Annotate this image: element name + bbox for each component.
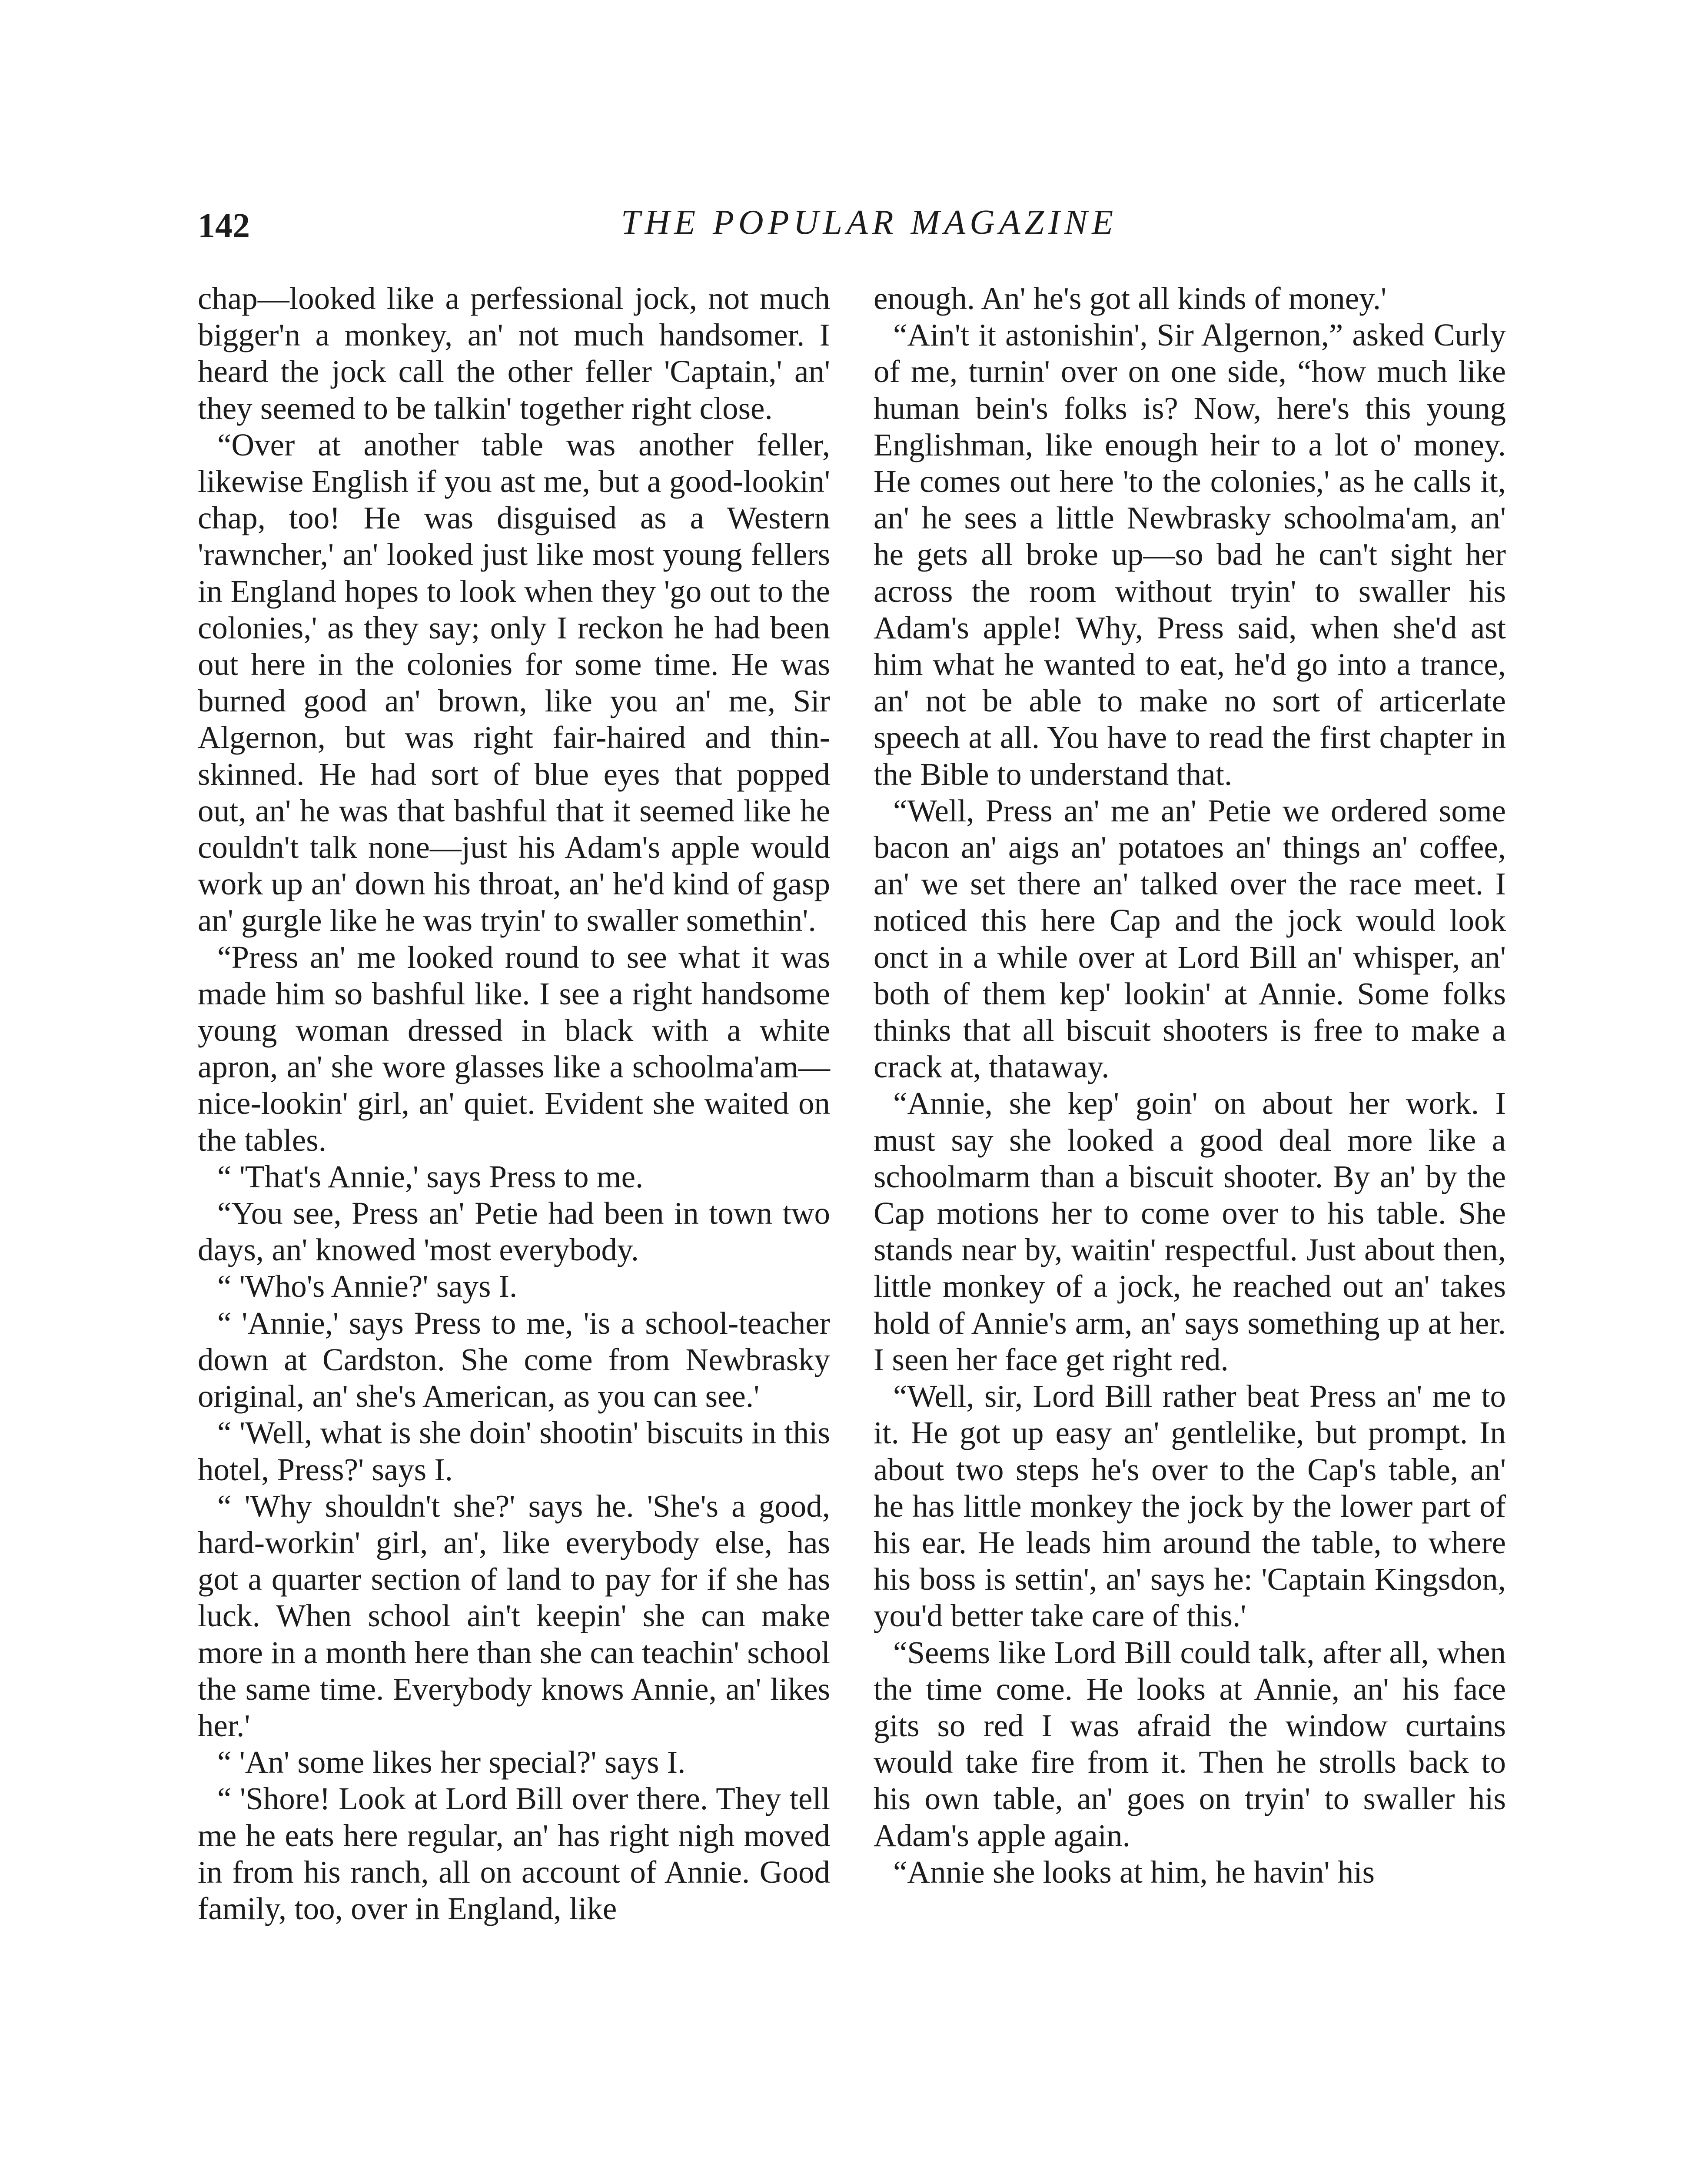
paragraph: “ 'Why shouldn't she?' says he. 'She's a good, hard-workin' girl, an', like everybody else, has got a quarter section of land to pay for if she has luck. When school ain't keepin' she can make more in a month here than she can teachin' school the same time. Everybody knows Annie, an' likes her.' — [198, 1488, 830, 1743]
paragraph: “Well, Press an' me an' Petie we ordered some bacon an' aigs an' potatoes an' things an' coffee, an' we set there an' talked over the race meet. I noticed this here Cap and the jock would look onct in a while over at Lord Bill an' whisper, an' both of them kep' lookin' at Annie. Some folks thinks that all biscuit shooters is free to make a crack at, thataway. — [874, 793, 1506, 1085]
paragraph: chap—looked like a perfessional jock, not much bigger'n a monkey, an' not much handsomer. I heard the jock call the other feller 'Captain,' an' they seemed to be talkin' together right close. — [198, 281, 830, 426]
magazine-title: THE POPULAR MAGAZINE — [621, 203, 1118, 242]
paragraph: “Annie, she kep' goin' on about her work. I must say she looked a good deal more like a schoolmarm than a biscuit shooter. By an' by the Cap motions her to come over to his table. She stands near by, waitin' respectful. Just about then, little monkey of a jock, he reached out an' takes hold of Annie's arm, an' says something up at her. I seen her face get right red. — [874, 1086, 1506, 1377]
paragraph: “Over at another table was another feller, likewise English if you ast me, but a good-lookin' chap, too! He was disguised as a Western 'rawncher,' an' looked just like most young fellers in England hopes to look when they 'go out to the colonies,' as they say; only I reckon he had been out here in the colonies for some time. He was burned good an' brown, like you an' me, Sir Algernon, but was right fair-haired and thin-skinned. He had sort of blue eyes that popped out, an' he was that bashful that it seemed like he couldn't talk none—just his Adam's apple would work up an' down his throat, an' he'd kind of gasp an' gurgle like he was tryin' to swaller somethin'. — [198, 427, 830, 938]
paragraph: “ 'Well, what is she doin' shootin' biscuits in this hotel, Press?' says I. — [198, 1415, 830, 1487]
paragraph: “ 'Who's Annie?' says I. — [217, 1269, 518, 1304]
paragraph: “Press an' me looked round to see what it was made him so bashful like. I see a right handsome young woman dressed in black with a white apron, an' she wore glasses like a schoolma'am—nice-lookin' girl, an' quiet. Evident she waited on the tables. — [198, 939, 830, 1158]
paragraph: “Seems like Lord Bill could talk, after all, when the time come. He looks at Annie, an' his face gits so red I was afraid the window curtains would take fire from it. Then he strolls back to his own table, an' goes on tryin' to swaller his Adam's apple again. — [874, 1635, 1506, 1853]
paragraph: enough. An' he's got all kinds of money.' — [874, 281, 1387, 316]
paragraph: “Annie she looks at him, he havin' his — [893, 1854, 1375, 1890]
paragraph: “Ain't it astonishin', Sir Algernon,” asked Curly of me, turnin' over on one side, “how much like human bein's folks is? Now, here's this young Englishman, like enough heir to a lot o' money. He comes out here 'to the colonies,' as he calls it, an' he sees a little Newbrasky schoolma'am, an' he gets all broke up—so bad he can't sight her across the room without tryin' to swaller his Adam's apple! Why, Press said, when she'd ast him what he wanted to eat, he'd go into a trance, an' not be able to make no sort of articerlate speech at all. You have to read the first chapter in the Bible to understand that. — [874, 317, 1506, 792]
paragraph: “Well, sir, Lord Bill rather beat Press an' me to it. He got up easy an' gentlelike, but prompt. In about two steps he's over to the Cap's table, an' he has little monkey the jock by the lower part of his ear. He leads him around the table, to where his boss is settin', an' says he: 'Captain Kingsdon, you'd better take care of this.' — [874, 1379, 1506, 1634]
paragraph: “You see, Press an' Petie had been in town two days, an' knowed 'most everybody. — [198, 1196, 830, 1268]
paragraph: “ 'An' some likes her special?' says I. — [217, 1744, 686, 1780]
page-number: 142 — [198, 207, 250, 245]
left-column — [198, 280, 830, 1927]
paragraph: “ 'Shore! Look at Lord Bill over there. They tell me he eats here regular, an' has right nigh moved in from his ranch, all on account of Annie. Good family, too, over in England, like — [198, 1781, 830, 1926]
paragraph: “ 'That's Annie,' says Press to me. — [217, 1159, 644, 1194]
paragraph: “ 'Annie,' says Press to me, 'is a school-teacher down at Cardston. She come from Newbrasky original, an' she's American, as you can see.' — [198, 1305, 830, 1414]
right-column — [874, 280, 1506, 1891]
